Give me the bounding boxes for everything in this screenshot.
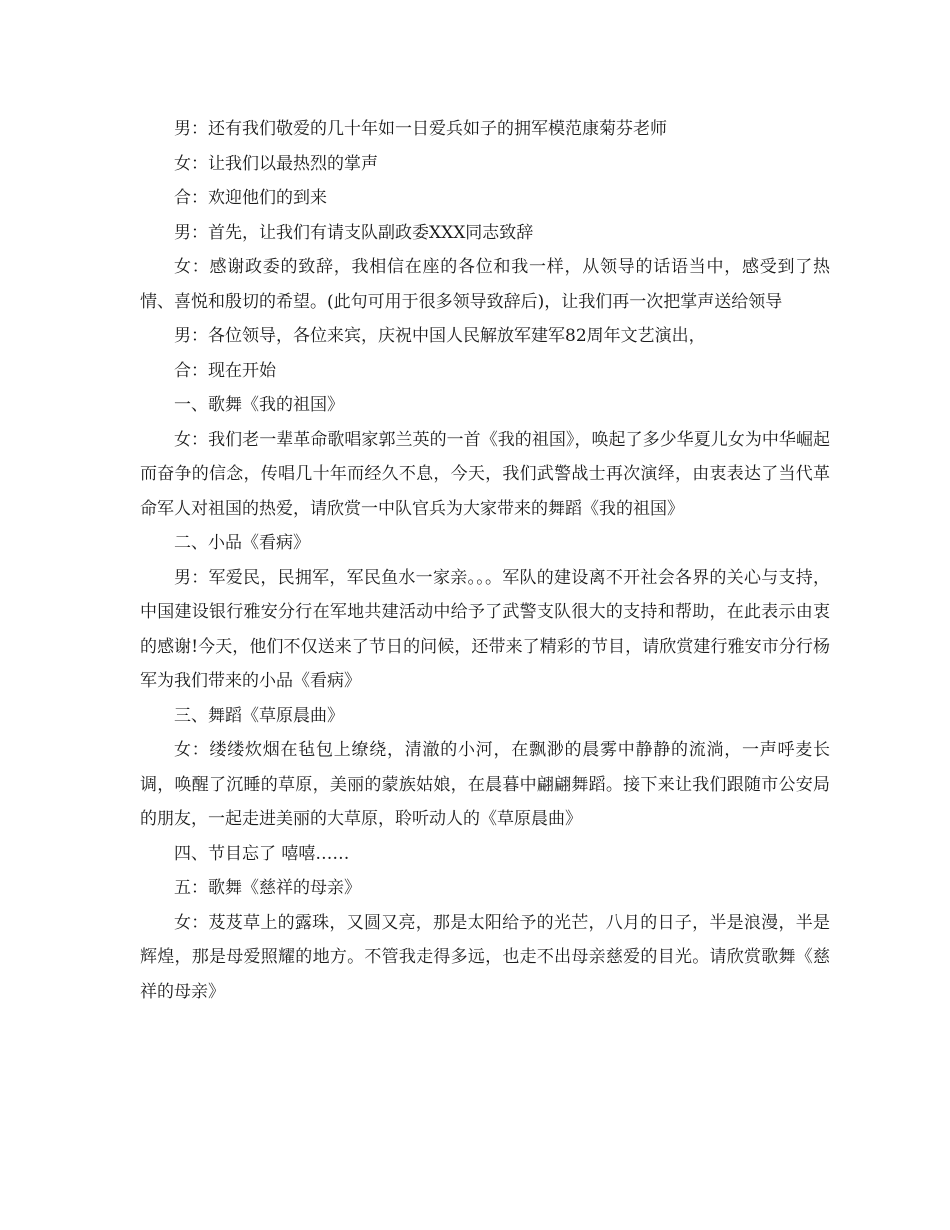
paragraph-male-host-1: 男：还有我们敬爱的几十年如一日爱兵如子的拥军模范康菊芬老师 [174, 119, 667, 139]
program-heading-4: 四、节目忘了 嘻嘻…… [174, 843, 350, 864]
paragraph-male-host-4: 男：军爱民，民拥军，军民鱼水一家亲。。。军队的建设离不开社会各界的关心与支持，中国建设银行雅安分行在军地共建活动中给予了武警支队很大的支持和帮助，在此表示由衷的感谢!今天，他们不仅送来了节日的问候，还带来了精彩的节目，请欣赏建行雅安市分行杨军为我们带来的小品《看病》 [140, 567, 830, 691]
program-heading-3: 三、舞蹈《草原晨曲》 [174, 705, 344, 726]
program-heading-5: 五：歌舞《慈祥的母亲》 [174, 878, 361, 898]
document-body [140, 112, 830, 1009]
paragraph-together-2: 合：现在开始 [174, 360, 276, 381]
paragraph-female-host-2: 女：感谢政委的致辞，我相信在座的各位和我一样，从领导的话语当中，感受到了热情、喜悦和殷切的希望。(此句可用于很多领导致辞后)，让我们再一次把掌声送给领导 [140, 257, 830, 312]
paragraph-male-host-3: 男：各位领导，各位来宾，庆祝中国人民解放军建军82周年文艺演出， [174, 326, 706, 346]
paragraph-female-host-5: 女：芨芨草上的露珠，又圆又亮，那是太阳给予的光芒，八月的日子，半是浪漫，半是辉煌，那是母爱照耀的地方。不管我走得多远，也走不出母亲慈爱的目光。请欣赏歌舞《慈祥的母亲》 [140, 912, 830, 1002]
paragraph-female-host-3: 女：我们老一辈革命歌唱家郭兰英的一首《我的祖国》，唤起了多少华夏儿女为中华崛起而奋争的信念，传唱几十年而经久不息，今天，我们武警战士再次演绎，由衷表达了当代革命军人对祖国的热爱，请欣赏一中队官兵为大家带来的舞蹈《我的祖国》 [140, 429, 830, 519]
program-heading-1: 一、歌舞《我的祖国》 [174, 395, 344, 415]
paragraph-female-host-4: 女：缕缕炊烟在毡包上缭绕，清澈的小河，在飘渺的晨雾中静静的流淌，一声呼麦长调，唤醒了沉睡的草原，美丽的蒙族姑娘，在晨暮中翩翩舞蹈。接下来让我们跟随市公安局的朋友，一起走进美丽的大草原，聆听动人的《草原晨曲》 [140, 740, 830, 829]
paragraph-female-host-1: 女：让我们以最热烈的掌声 [174, 153, 378, 174]
paragraph-together-1: 合：欢迎他们的到来 [174, 188, 327, 208]
paragraph-male-host-2: 男：首先，让我们有请支队副政委XXX同志致辞 [174, 222, 534, 243]
program-heading-2: 二、小品《看病》 [174, 533, 310, 553]
